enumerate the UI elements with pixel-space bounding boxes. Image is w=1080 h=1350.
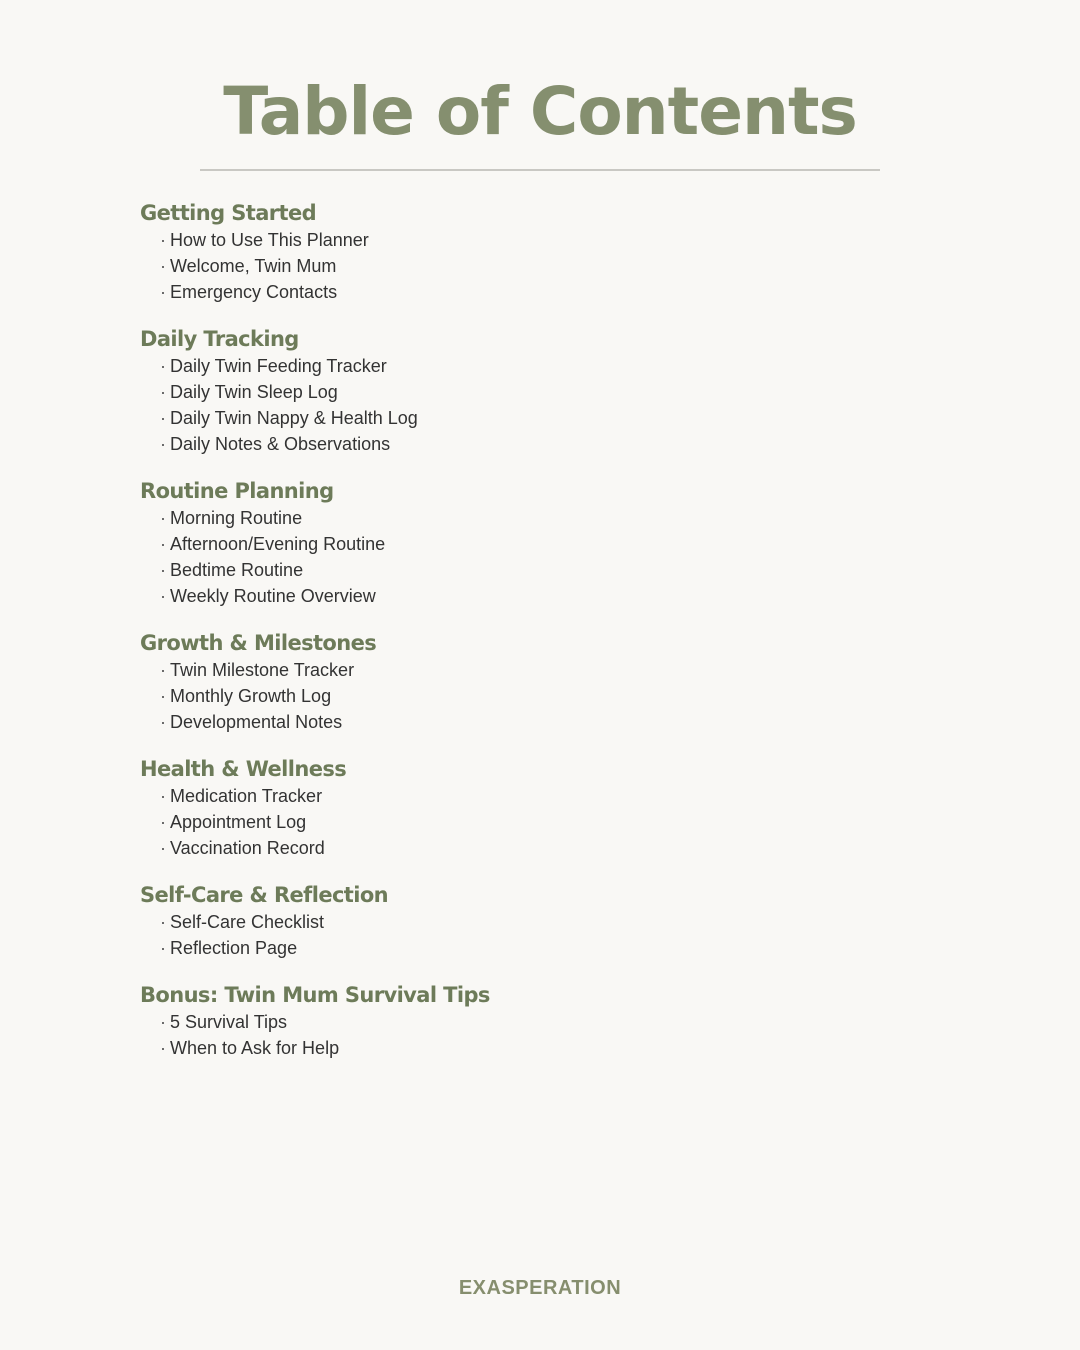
section-item-list xyxy=(140,657,940,735)
toc-item xyxy=(140,909,940,935)
table-of-contents xyxy=(140,199,940,1081)
toc-item-label: Vaccination Record xyxy=(170,838,325,858)
bullet-icon: · xyxy=(160,282,166,302)
toc-item-label: Developmental Notes xyxy=(170,712,343,732)
toc-item xyxy=(140,227,940,253)
bullet-icon: · xyxy=(160,382,166,402)
bullet-icon: · xyxy=(160,938,166,958)
toc-item-label: Emergency Contacts xyxy=(170,282,338,302)
toc-item-label: Twin Milestone Tracker xyxy=(170,660,355,680)
bullet-icon: · xyxy=(160,838,166,858)
toc-item xyxy=(140,1009,940,1035)
bullet-icon: · xyxy=(160,508,166,528)
bullet-icon: · xyxy=(160,230,166,250)
toc-item-label: Morning Routine xyxy=(170,508,303,528)
toc-item-label: 5 Survival Tips xyxy=(170,1012,288,1032)
toc-item-label: Weekly Routine Overview xyxy=(170,586,376,606)
bullet-icon: · xyxy=(160,560,166,580)
toc-section-routine-planning xyxy=(140,477,940,609)
section-item-list xyxy=(140,353,940,457)
toc-item xyxy=(140,657,940,683)
toc-item-label: Afternoon/Evening Routine xyxy=(170,534,386,554)
toc-item-label: Appointment Log xyxy=(170,812,307,832)
toc-item-label: Self-Care Checklist xyxy=(170,912,325,932)
title-divider xyxy=(200,169,880,171)
bullet-icon: · xyxy=(160,1038,166,1058)
bullet-icon: · xyxy=(160,586,166,606)
bullet-icon: · xyxy=(160,408,166,428)
toc-section-daily-tracking xyxy=(140,325,940,457)
toc-item-label: Daily Twin Sleep Log xyxy=(170,382,338,402)
section-item-list xyxy=(140,909,940,961)
toc-item xyxy=(140,935,940,961)
toc-section-growth-milestones xyxy=(140,629,940,735)
toc-item-label: When to Ask for Help xyxy=(170,1038,340,1058)
bullet-icon: · xyxy=(160,434,166,454)
section-heading: Growth & Milestones xyxy=(140,631,377,655)
toc-item-label: How to Use This Planner xyxy=(170,230,369,250)
section-heading: Daily Tracking xyxy=(140,327,299,351)
toc-section-getting-started xyxy=(140,199,940,305)
toc-section-self-care-reflection xyxy=(140,881,940,961)
toc-item xyxy=(140,709,940,735)
toc-item-label: Daily Twin Feeding Tracker xyxy=(170,356,387,376)
toc-item xyxy=(140,505,940,531)
bullet-icon: · xyxy=(160,534,166,554)
toc-item-label: Monthly Growth Log xyxy=(170,686,332,706)
toc-item xyxy=(140,1035,940,1061)
toc-item-label: Daily Notes & Observations xyxy=(170,434,391,454)
bullet-icon: · xyxy=(160,686,166,706)
toc-item-label: Reflection Page xyxy=(170,938,298,958)
toc-item xyxy=(140,835,940,861)
page-title: Table of Contents xyxy=(223,73,857,150)
toc-item xyxy=(140,379,940,405)
toc-item xyxy=(140,783,940,809)
section-item-list xyxy=(140,1009,940,1061)
toc-item xyxy=(140,353,940,379)
bullet-icon: · xyxy=(160,786,166,806)
section-item-list xyxy=(140,505,940,609)
toc-item xyxy=(140,809,940,835)
bullet-icon: · xyxy=(160,356,166,376)
toc-section-health-wellness xyxy=(140,755,940,861)
section-heading: Self-Care & Reflection xyxy=(140,883,389,907)
toc-section-bonus-tips xyxy=(140,981,940,1061)
section-heading: Health & Wellness xyxy=(140,757,347,781)
bullet-icon: · xyxy=(160,912,166,932)
toc-item xyxy=(140,405,940,431)
toc-item xyxy=(140,253,940,279)
toc-item xyxy=(140,431,940,457)
bullet-icon: · xyxy=(160,1012,166,1032)
toc-item xyxy=(140,279,940,305)
footer-brand: EXASPERATION xyxy=(458,1277,622,1299)
toc-item-label: Welcome, Twin Mum xyxy=(170,256,337,276)
bullet-icon: · xyxy=(160,256,166,276)
toc-item-label: Medication Tracker xyxy=(170,786,323,806)
toc-item xyxy=(140,583,940,609)
toc-item-label: Bedtime Routine xyxy=(170,560,304,580)
section-heading: Bonus: Twin Mum Survival Tips xyxy=(140,983,490,1007)
toc-item-label: Daily Twin Nappy & Health Log xyxy=(170,408,418,428)
bullet-icon: · xyxy=(160,660,166,680)
toc-item xyxy=(140,683,940,709)
section-item-list xyxy=(140,227,940,305)
section-heading: Routine Planning xyxy=(140,479,334,503)
toc-item xyxy=(140,557,940,583)
bullet-icon: · xyxy=(160,712,166,732)
section-item-list xyxy=(140,783,940,861)
bullet-icon: · xyxy=(160,812,166,832)
toc-item xyxy=(140,531,940,557)
section-heading: Getting Started xyxy=(140,201,317,225)
